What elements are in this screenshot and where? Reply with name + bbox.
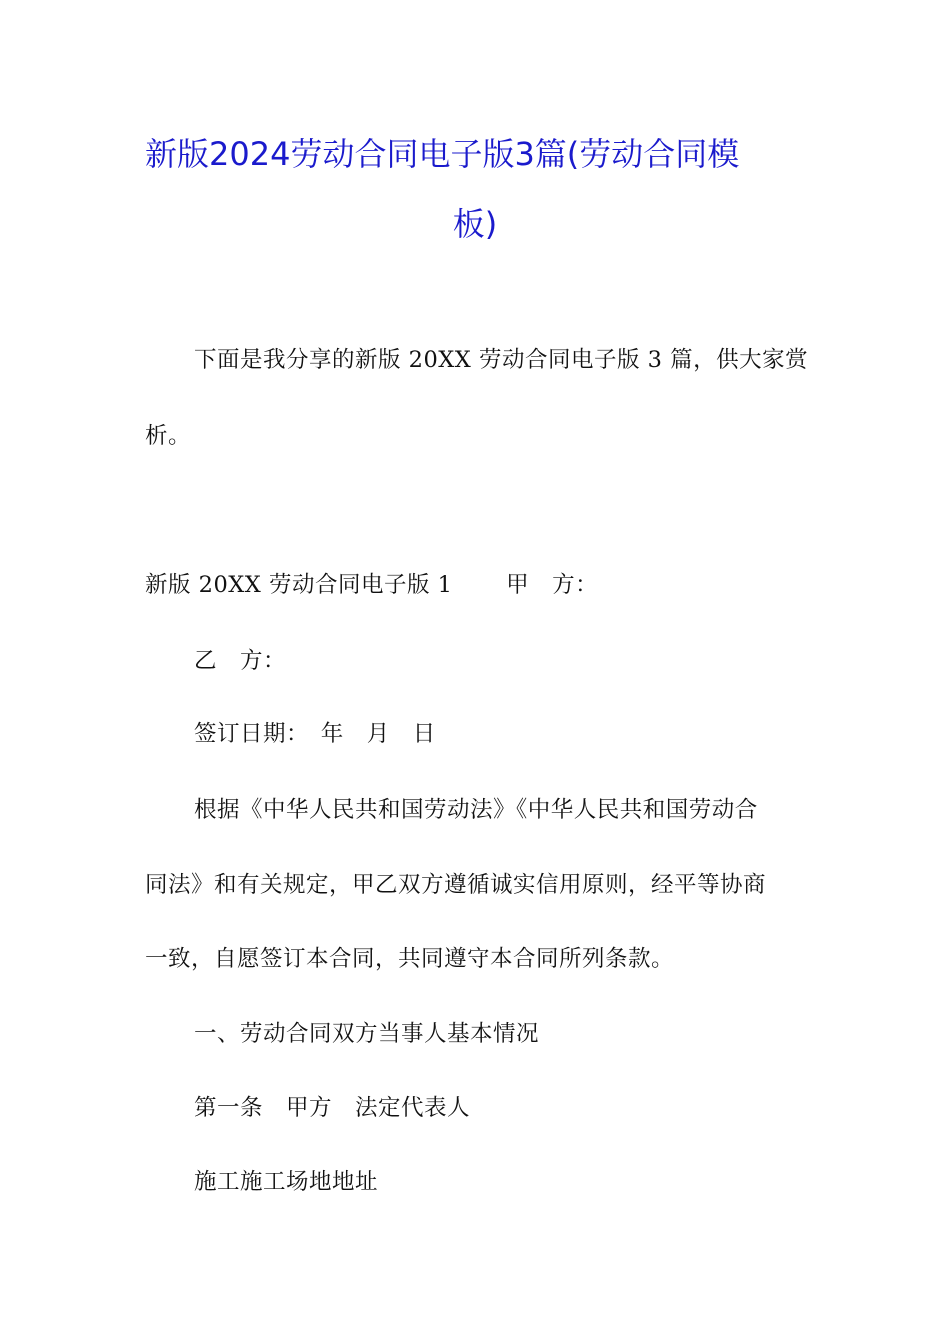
preamble-line-3: 一致，自愿签订本合同，共同遵守本合同所列条款。 [145,946,675,972]
party-b-line: 乙 方： [194,648,287,674]
intro-paragraph-line-1: 下面是我分享的新版 20XX 劳动合同电子版 3 篇，供大家赏 [194,347,809,373]
document-title-line-2 [0,204,950,244]
signing-date-line: 签订日期： 年 月 日 [194,721,436,747]
article-one-line: 第一条 甲方 法定代表人 [194,1095,471,1121]
document-title-line-1: 新版2024劳动合同电子版3篇(劳动合同模 [145,135,740,173]
section-one-heading: 一、劳动合同双方当事人基本情况 [194,1021,540,1047]
contract-heading-party-a: 新版 20XX 劳动合同电子版 1 甲 方： [145,572,599,598]
intro-paragraph-line-2: 析。 [145,423,192,449]
preamble-line-1: 根据《中华人民共和国劳动法》《中华人民共和国劳动合 [194,797,758,823]
document-title-line-2-text: 板) [452,205,498,243]
preamble-line-2: 同法》和有关规定，甲乙双方遵循诚实信用原则，经平等协商 [145,872,767,898]
site-address-line: 施工施工场地地址 [194,1169,379,1195]
